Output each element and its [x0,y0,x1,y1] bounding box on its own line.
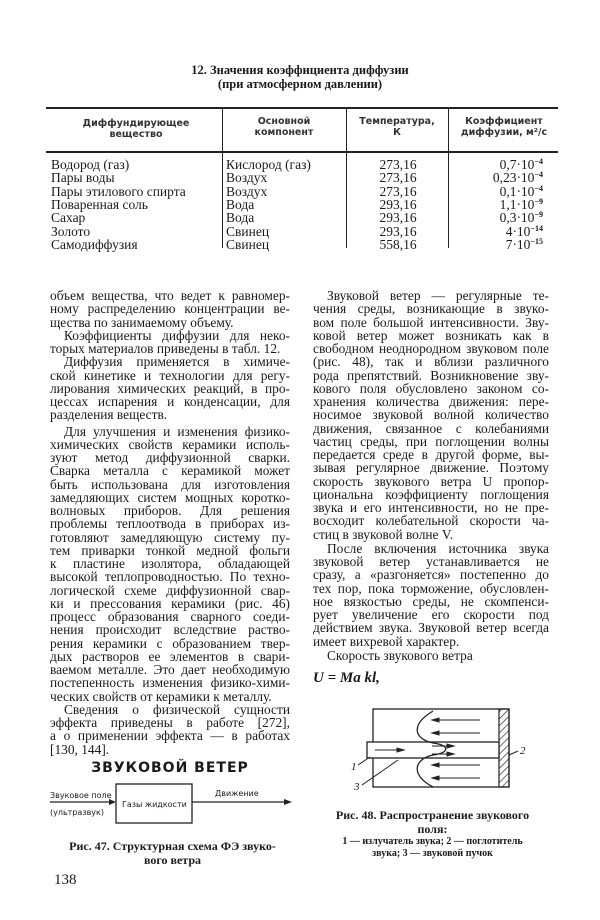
table-row [0,158,600,171]
text-line: а о применении эффекта — в работах [50,728,290,744]
figure-47-caption [50,839,295,867]
cell-temperature: 293,16 [379,210,417,226]
cell-component: Свинец [226,223,270,239]
table-top-rule [46,107,558,109]
text-line: свободном неоднородном звуковом поле [313,341,549,356]
right-text-column [313,289,549,662]
coef-mantissa: 7·10 [505,236,531,252]
text-line: звуковой ветер устанавливается не [313,554,549,569]
cell-temperature: 558,16 [379,236,417,252]
legend-line: звука; 3 — звуковой пучок [372,848,493,859]
caption-line: поля: [417,822,448,836]
cell-temperature: 293,16 [379,196,417,212]
cell-component: Вода [226,196,255,212]
cell-component: Воздух [226,170,268,186]
table-row [0,171,600,184]
text-line: передается среде в другой форме, вы- [313,447,549,462]
text-line: щества по занимаемому объему. [50,314,234,330]
cell-coefficient [455,185,543,198]
cell-component: Воздух [226,183,268,199]
paragraph [50,703,290,756]
text-line: восходит колебательной скорости ча- [313,513,549,529]
text-line: зывая регулярное движение. Поэтому [313,460,549,476]
cell-coefficient [455,198,543,211]
text-line: Для улучшения и изменения физико- [64,423,290,439]
cell-substance: Золото [51,223,91,239]
table-header-rule [46,151,558,153]
box-label: Газы жидкости [122,800,187,809]
text-line: стиц в звуковой волне V. [313,526,454,542]
text-line: зуют метод диффузионной сварки. [50,450,290,465]
text-line: нения происходит вследствие раство- [50,622,290,638]
text-line: движения, связанное с колебаниями [313,420,549,436]
coef-mantissa: 1,1·10 [499,196,535,212]
figure-48-caption [310,808,555,860]
header-component [222,116,346,138]
text-line: ки и прессования керамики (рис. 46) [50,595,290,611]
output-label: Движение [215,789,259,798]
coef-exponent: −14 [530,223,543,233]
text-line: сразу, а «разгоняется» постепенно до [313,567,549,583]
table-row [0,198,600,211]
table-row [0,185,600,198]
header-temperature [346,116,448,138]
arrowhead-icon [284,799,292,805]
table-title [0,63,600,91]
text-line: (рис. 48), так и вблизи различного [313,354,549,370]
header-text: Диффундирующее [82,118,190,129]
cell-coefficient [455,225,543,238]
coef-exponent: −9 [534,210,543,220]
text-line: ковой ветер может возникать как в [313,327,549,343]
text-line: [130, 144]. [50,741,110,757]
paragraph [50,425,290,703]
input-label: Звуковое поле [50,791,112,800]
header-substance [50,118,222,140]
text-line: ской кинетике и технологии для регу- [50,367,290,383]
text-line: Диффузия применяется в химиче- [64,354,290,370]
cell-substance: Поваренная соль [51,196,148,212]
text-line: хранения количества движения: пере- [313,394,549,409]
text-line: рует увеличение его скорости под [313,607,549,622]
text-line: лирования химических реакций, в про- [50,380,290,396]
text-line: ному распределению концентрации ве- [50,301,290,317]
cell-coefficient [455,158,543,171]
text-line: вом поле большой интенсивности. Зву- [313,314,549,330]
text-line: замедляющих систем мощных коротко- [50,489,290,505]
header-coefficient [448,116,560,138]
paragraph [313,542,549,648]
text-line: дых растворов ее элементов в свари- [50,648,290,664]
coef-exponent: −4 [534,170,543,180]
text-line: проблемы теплоотвода в приборах из- [50,516,290,532]
cell-substance: Пары воды [51,170,115,186]
text-line: Сведения о физической сущности [64,701,290,717]
text-line: скорость звукового ветра U пропор- [313,473,549,489]
text-line: разделения веществ. [50,407,168,423]
text-line: действием звука. Звуковой ветер всегда [313,620,549,636]
formula: U = Ma kl, [313,670,380,686]
cell-substance: Водород (газ) [51,157,130,172]
input-sublabel: (ультразвук) [50,808,104,817]
cell-substance: Пары этилового спирта [51,183,186,199]
text-line: тем приварки тонкой медной фольги [50,542,290,558]
label-1: 1 [351,761,357,773]
text-line: процесс образования сварного соеди- [50,609,290,624]
header-text: К [393,127,401,138]
coef-exponent: −4 [534,183,543,193]
table-row [0,238,600,251]
text-line: тех пор, пока торможение, обусловлен- [313,580,549,596]
left-text-column [50,289,290,756]
label-2: 2 [520,745,526,757]
table-title-line: 12. Значения коэффициента диффузии [191,63,409,77]
text-line: ное вязкостью среды, не скомпенси- [313,593,549,609]
text-line: рода препятствий. Возникновение зву- [313,367,549,383]
text-line: частиц среды, при поглощении волны [313,433,549,449]
header-text: компонент [254,127,314,138]
text-line: Скорость звукового ветра [327,647,473,663]
cell-coefficient [455,238,543,251]
header-text: Основной [257,116,311,127]
legend-line: 1 — излучатель звука; 2 — поглотитель [342,836,523,847]
text-line: Звуковой ветер — регулярные те- [327,288,549,303]
table-row [0,211,600,224]
text-line: к пластине изолятора, обладающей [50,556,290,571]
coef-exponent: −9 [534,196,543,206]
coef-mantissa: 0,1·10 [499,183,535,199]
header-text: Температура, [359,116,435,127]
cell-temperature: 273,16 [379,183,417,199]
caption-line: вого ветра [143,853,202,867]
text-line: быть использована для изготовления [50,476,290,492]
page-number: 138 [54,872,77,888]
text-line: Коэффициенты диффузии для неко- [64,327,290,343]
cell-temperature: 293,16 [379,223,417,239]
table-subtitle: (при атмосферном давлении) [217,77,383,91]
text-line: волновых приборов. Для решения [50,503,290,518]
coef-exponent: −15 [530,236,543,246]
cell-substance: Самодиффузия [51,236,138,252]
text-line: объем вещества, что ведет к равномер- [50,288,290,303]
text-line: имеет вихревой характер. [313,633,460,649]
table-row [0,225,600,238]
cell-component: Кислород (газ) [226,157,311,172]
text-line: высокой теплопроводностью. По техно- [50,569,290,585]
paragraph [50,329,290,356]
caption-line: Рис. 47. Структурная схема ФЭ звуко- [69,839,276,853]
text-line: ваемом металле. Это дает необходимую [50,662,290,677]
text-line: эффекта приведены в работе [272], [50,715,290,730]
absorber [499,709,509,787]
coef-mantissa: 4·10 [505,223,531,239]
section-heading: ЗВУКОВОЙ ВЕТЕР [91,760,249,776]
text-line: циональна коэффициенту поглощения [313,486,549,502]
text-line: торых материалов приведены в табл. 12. [50,341,281,356]
cell-substance: Сахар [51,210,86,226]
text-line: постепенность изменения физико-хими- [50,675,290,691]
text-line: звука и его интенсивности, но не пре- [313,500,549,515]
coef-mantissa: 0,7·10 [499,157,535,172]
header-text: вещество [109,129,163,140]
paragraph [50,355,290,421]
paragraph [313,289,549,541]
text-line: химических свойств керамики исполь- [50,436,290,452]
figure-48-diagram [350,705,530,800]
label-3: 3 [354,781,360,793]
text-line: кового поля обусловлено законом со- [313,380,549,396]
text-line: готовляют замедляющую систему пу- [50,529,290,545]
caption-line: Рис. 48. Распространение звукового [335,808,530,822]
cell-temperature: 273,16 [379,170,417,186]
text-line: После включения источника звука [327,540,549,556]
cell-coefficient [455,211,543,224]
cell-coefficient [455,171,543,184]
text-line: Сварка металла с керамикой может [50,463,290,479]
text-line: рения керамики с образованием твер- [50,635,290,651]
cell-temperature: 273,16 [379,157,417,172]
text-line: логической схеме диффузионной свар- [50,582,290,598]
paragraph [50,289,290,329]
text-line: цессах испарения и конденсации, для [50,394,290,409]
coef-exponent: −4 [534,157,543,166]
text-line: ческих свойств от керамики к металлу. [50,688,272,704]
text-line: носимое звуковой волной количество [313,407,549,423]
coef-mantissa: 0,23·10 [492,170,535,186]
coef-mantissa: 0,3·10 [499,210,535,226]
cell-component: Свинец [226,236,270,252]
header-text: Коэффициент [465,116,543,127]
header-text: диффузии, м²/с [460,127,548,138]
text-line: чения среды, возникающие в звуко- [313,301,549,317]
cell-component: Вода [226,210,255,226]
paragraph [313,649,549,662]
